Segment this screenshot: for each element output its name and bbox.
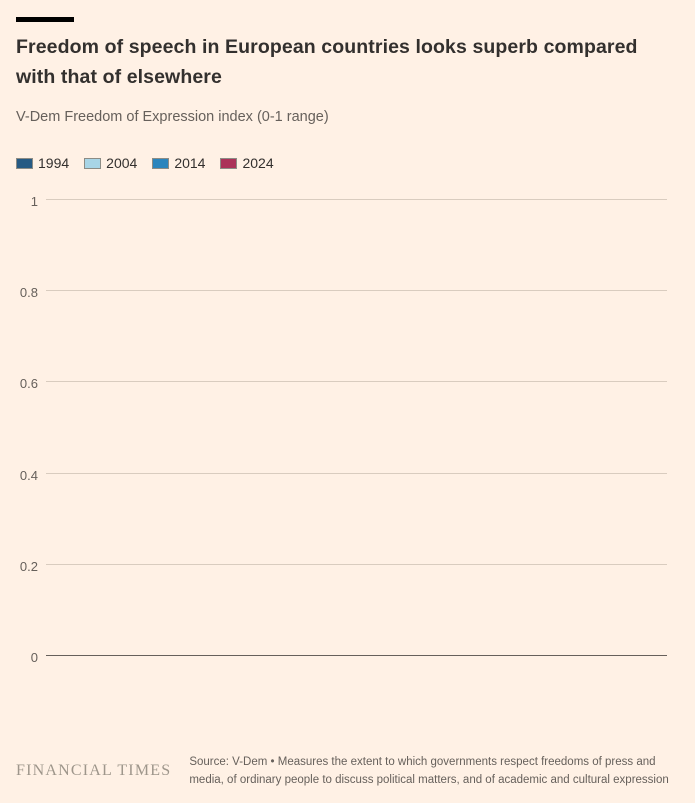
financial-times-logo: FINANCIAL TIMES	[16, 762, 172, 779]
legend-item-2014	[152, 155, 205, 171]
legend-swatch-2014	[152, 158, 169, 169]
chart-subtitle: V-Dem Freedom of Expression index (0-1 range)	[16, 109, 329, 125]
chart-legend	[16, 155, 695, 171]
legend-item-2004	[84, 155, 137, 171]
legend-item-2024	[220, 155, 273, 171]
title-accent-bar	[16, 17, 74, 22]
legend-swatch-2024	[220, 158, 237, 169]
legend-label: 2004	[106, 155, 138, 171]
legend-swatch-2004	[84, 158, 101, 169]
gridline	[46, 564, 667, 565]
legend-label: 1994	[38, 155, 70, 171]
y-tick-label: 0.6	[19, 376, 38, 392]
y-tick-label: 0.4	[19, 467, 38, 483]
y-tick-label: 1	[30, 194, 38, 209]
legend-label: 2024	[242, 155, 274, 171]
y-tick-label: 0.2	[19, 558, 38, 574]
y-tick-label: 0.8	[19, 285, 38, 301]
source-note: Source: V-Dem • Measures the extent to which governments respect freedoms of press and media, of ordinary people to discuss political matters, and of academic and cultural expression	[189, 756, 669, 786]
gridline	[46, 381, 667, 382]
legend-item-1994	[16, 155, 69, 171]
legend-swatch-1994	[16, 158, 33, 169]
y-tick-label: 0	[30, 650, 38, 665]
chart-title: Freedom of speech in European countries looks superb compared with that of elsewhere	[16, 36, 638, 88]
gridline	[46, 199, 667, 200]
plot-area	[19, 194, 667, 665]
gridline	[46, 473, 667, 474]
legend-label: 2014	[174, 155, 206, 171]
bar-chart	[0, 194, 695, 714]
x-axis-line	[46, 655, 667, 656]
ft-chart-card	[0, 17, 695, 803]
chart-footer	[16, 753, 685, 789]
gridline	[46, 290, 667, 291]
